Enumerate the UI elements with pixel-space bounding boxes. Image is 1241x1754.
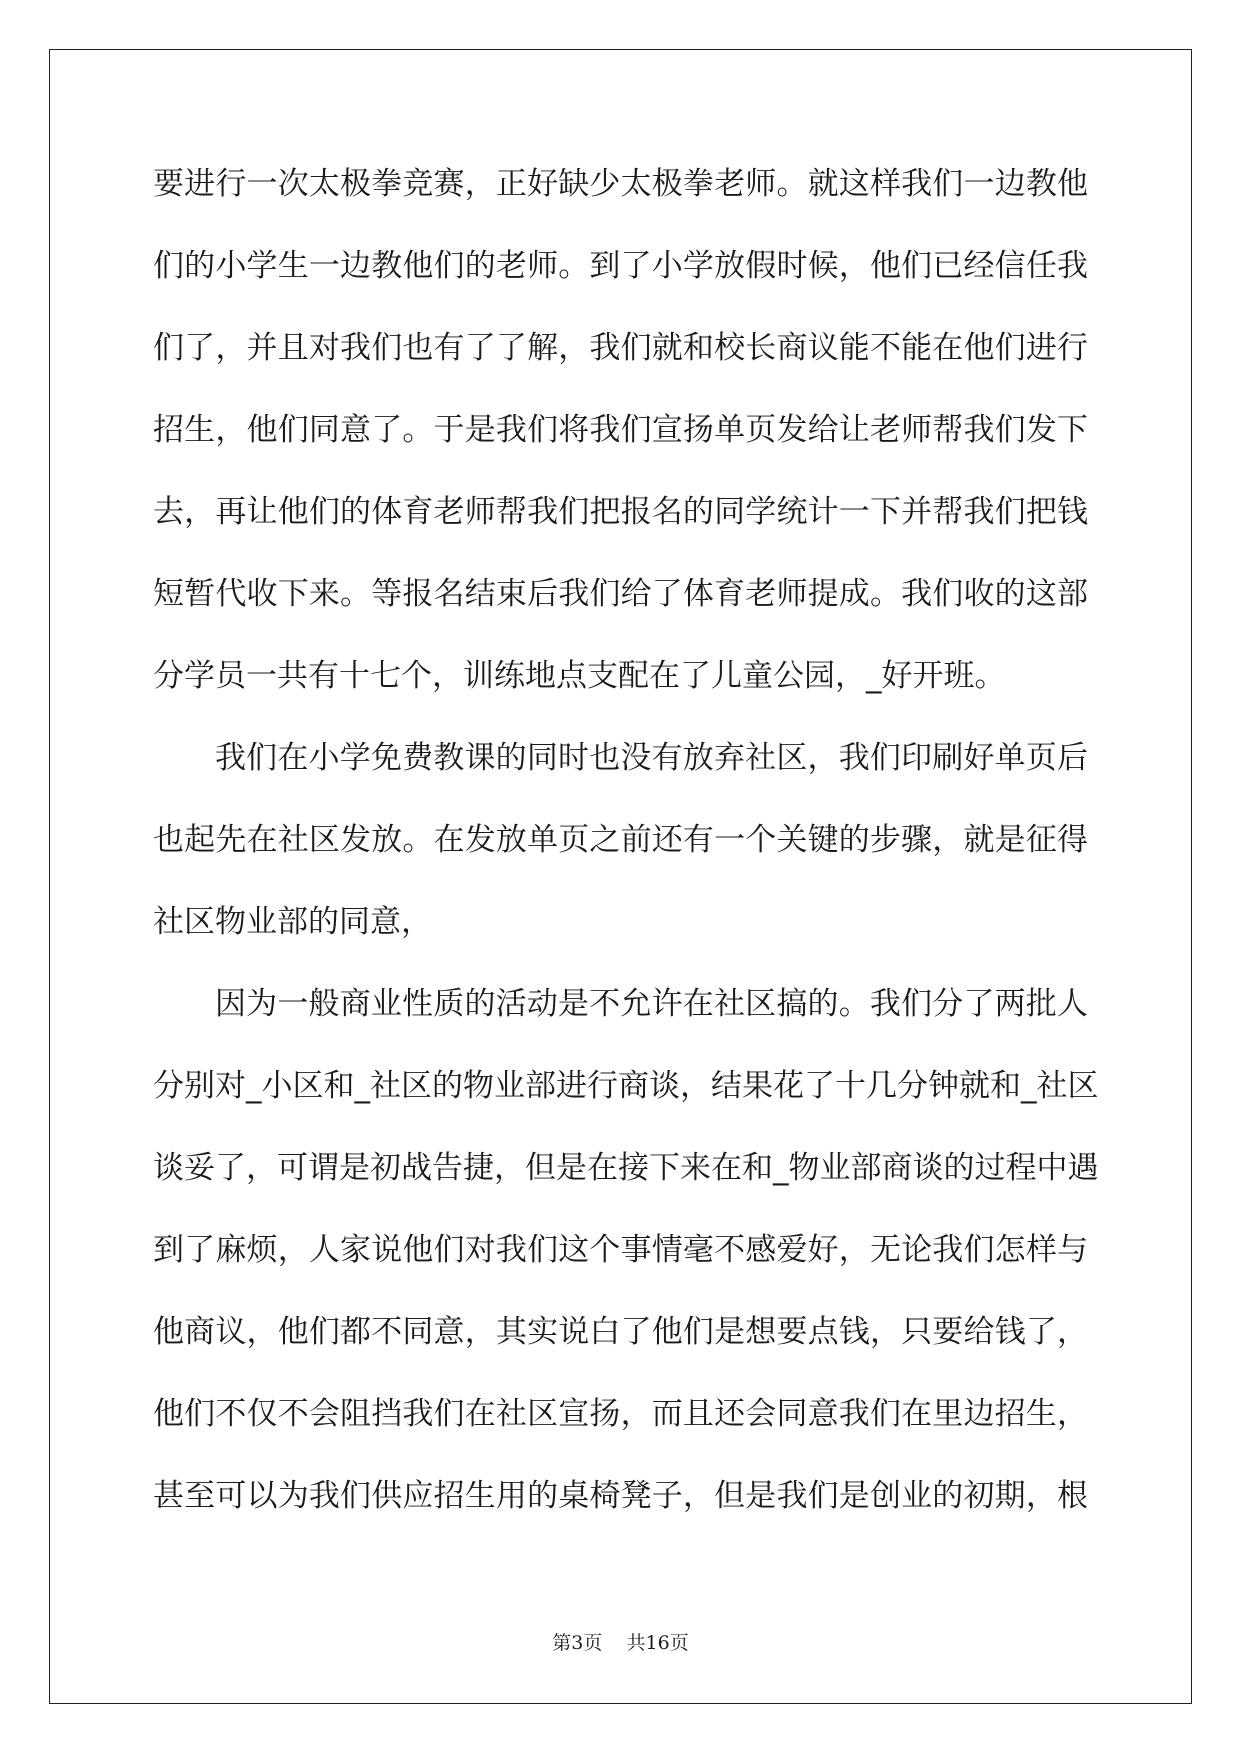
text-line: 谈妥了，可谓是初战告捷，但是在接下来在和_物业部商谈的过程中遇 bbox=[153, 1150, 1099, 1186]
text-line: 因为一般商业性质的活动是不允许在社区搞的。我们分了两批人 bbox=[215, 986, 1088, 1022]
text-line: 也起先在社区发放。在发放单页之前还有一个关键的步骤，就是征得 bbox=[153, 822, 1088, 858]
text-line: 社区物业部的同意， bbox=[153, 904, 432, 940]
text-line: 我们在小学免费教课的同时也没有放弃社区，我们印刷好单页后 bbox=[215, 740, 1088, 776]
text-line: 分学员一共有十七个，训练地点支配在了儿童公园，_好开班。 bbox=[153, 658, 1006, 694]
text-line: 他们不仅不会阻挡我们在社区宣扬，而且还会同意我们在里边招生， bbox=[153, 1396, 1088, 1432]
text-line: 到了麻烦，人家说他们对我们这个事情毫不感爱好，无论我们怎样与 bbox=[153, 1232, 1088, 1268]
page-number: 第3页 bbox=[552, 1632, 603, 1654]
document-body bbox=[153, 148, 1099, 1542]
page-total: 共16页 bbox=[626, 1632, 689, 1654]
paragraph-2 bbox=[153, 722, 1088, 968]
text-line: 他商议，他们都不同意，其实说白了他们是想要点钱，只要给钱了， bbox=[153, 1314, 1088, 1350]
text-line: 们的小学生一边教他们的老师。到了小学放假时候，他们已经信任我 bbox=[153, 248, 1088, 284]
text-line: 甚至可以为我们供应招生用的桌椅凳子，但是我们是创业的初期，根 bbox=[153, 1478, 1088, 1514]
paragraph-1 bbox=[153, 148, 1088, 722]
text-line: 们了，并且对我们也有了了解，我们就和校长商议能不能在他们进行 bbox=[153, 330, 1088, 366]
text-line: 要进行一次太极拳竞赛，正好缺少太极拳老师。就这样我们一边教他 bbox=[153, 166, 1088, 202]
text-line: 短暂代收下来。等报名结束后我们给了体育老师提成。我们收的这部 bbox=[153, 576, 1088, 612]
page-footer bbox=[0, 1628, 1241, 1655]
text-line: 去，再让他们的体育老师帮我们把报名的同学统计一下并帮我们把钱 bbox=[153, 494, 1088, 530]
paragraph-3 bbox=[153, 968, 1099, 1542]
text-line: 分别对_小区和_社区的物业部进行商谈，结果花了十几分钟就和_社区 bbox=[153, 1068, 1099, 1104]
text-line: 招生，他们同意了。于是我们将我们宣扬单页发给让老师帮我们发下 bbox=[153, 412, 1088, 448]
